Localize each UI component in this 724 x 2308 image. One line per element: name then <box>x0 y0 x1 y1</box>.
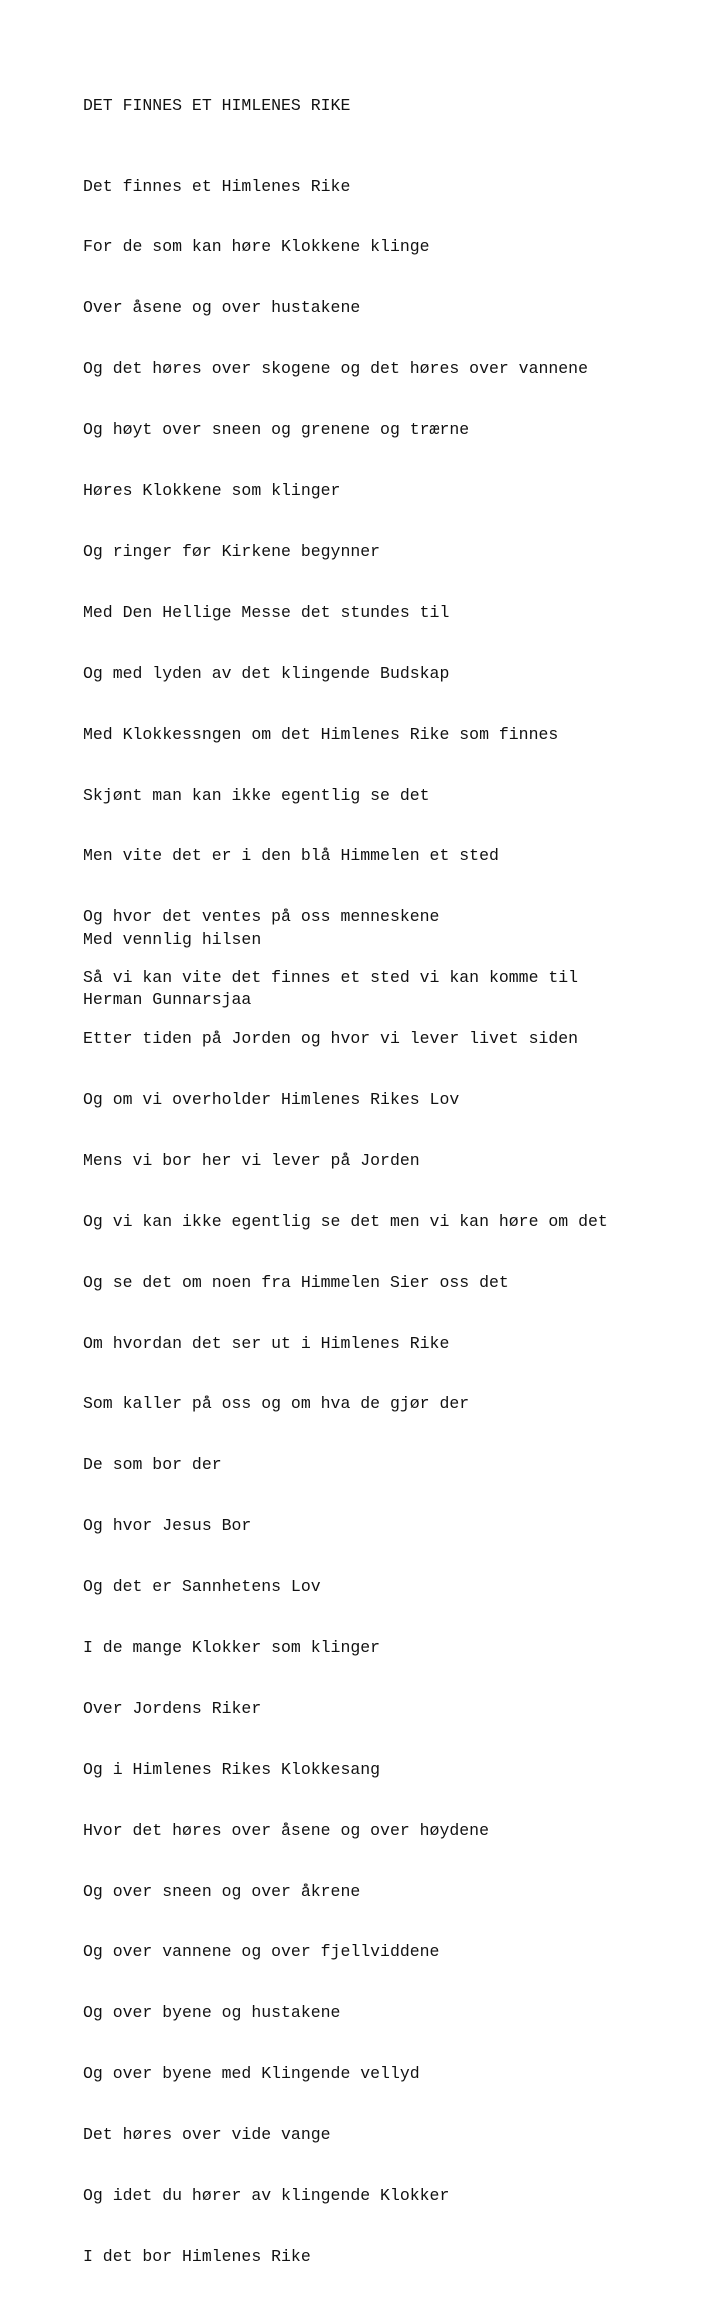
poem-line: Og over byene og hustakene <box>83 2003 341 2023</box>
poem-line: Med Den Hellige Messe det stundes til <box>83 602 450 622</box>
poem-line: Og over byene med Klingende vellyd <box>83 2064 420 2084</box>
poem-title: DET FINNES ET HIMLENES RIKE <box>83 96 351 115</box>
poem-line: Og høyt over sneen og grenene og trærne <box>83 420 470 440</box>
poem-line: Over åsene og over hustakene <box>83 298 361 318</box>
poem-line: Det høres over vide vange <box>83 2125 331 2145</box>
poem-line: Og hvor det ventes på oss menneskene <box>83 907 440 927</box>
poem-line: I de mange Klokker som klinger <box>83 1637 381 1657</box>
poem-line: I det bor Himlenes Rike <box>83 2246 311 2266</box>
poem-line: Over Jordens Riker <box>83 1698 262 1718</box>
poem-line: Og over vannene og over fjellviddene <box>83 1942 440 1962</box>
poem-line: Høres Klokkene som klinger <box>83 481 341 501</box>
poem-line: De som bor der <box>83 1455 222 1475</box>
poem-line: Etter tiden på Jorden og hvor vi lever livet siden <box>83 1029 579 1049</box>
poem-line: Mens vi bor her vi lever på Jorden <box>83 1150 420 1170</box>
poem-line: Og over sneen og over åkrene <box>83 1881 361 1901</box>
poem-line: Men vite det er i den blå Himmelen et sted <box>83 846 499 866</box>
poem-line: Og vi kan ikke egentlig se det men vi kan høre om det <box>83 1211 608 1231</box>
author-name: Herman Gunnarsjaa <box>83 990 252 1010</box>
poem-line: Skjønt man kan ikke egentlig se det <box>83 785 430 805</box>
poem-line: Og se det om noen fra Himmelen Sier oss det <box>83 1272 509 1292</box>
poem-line: Og idet du hører av klingende Klokker <box>83 2185 450 2205</box>
poem-line: Så vi kan vite det finnes et sted vi kan komme til <box>83 968 579 988</box>
closing-line: Med vennlig hilsen <box>83 929 262 949</box>
poem-line: Med Klokkessngen om det Himlenes Rike som finnes <box>83 724 559 744</box>
poem-body <box>83 136 608 2308</box>
poem-line: Og om vi overholder Himlenes Rikes Lov <box>83 1089 460 1109</box>
poem-line: Og ringer før Kirkene begynner <box>83 541 381 561</box>
poem-line: Hvor det høres over åsene og over høydene <box>83 1820 489 1840</box>
poem-line: Og det høres over skogene og det høres over vannene <box>83 359 588 379</box>
poem-line: Som kaller på oss og om hva de gjør der <box>83 1394 470 1414</box>
poem-line: Det finnes et Himlenes Rike <box>83 176 351 196</box>
signoff <box>83 889 261 1051</box>
poem-line: For de som kan høre Klokkene klinge <box>83 237 430 257</box>
poem-line: Om hvordan det ser ut i Himlenes Rike <box>83 1333 450 1353</box>
poem-line: Og hvor Jesus Bor <box>83 1516 252 1536</box>
poem-line: Og med lyden av det klingende Budskap <box>83 663 450 683</box>
poem-line: Og det er Sannhetens Lov <box>83 1577 321 1597</box>
poem-line: Og i Himlenes Rikes Klokkesang <box>83 1759 381 1779</box>
